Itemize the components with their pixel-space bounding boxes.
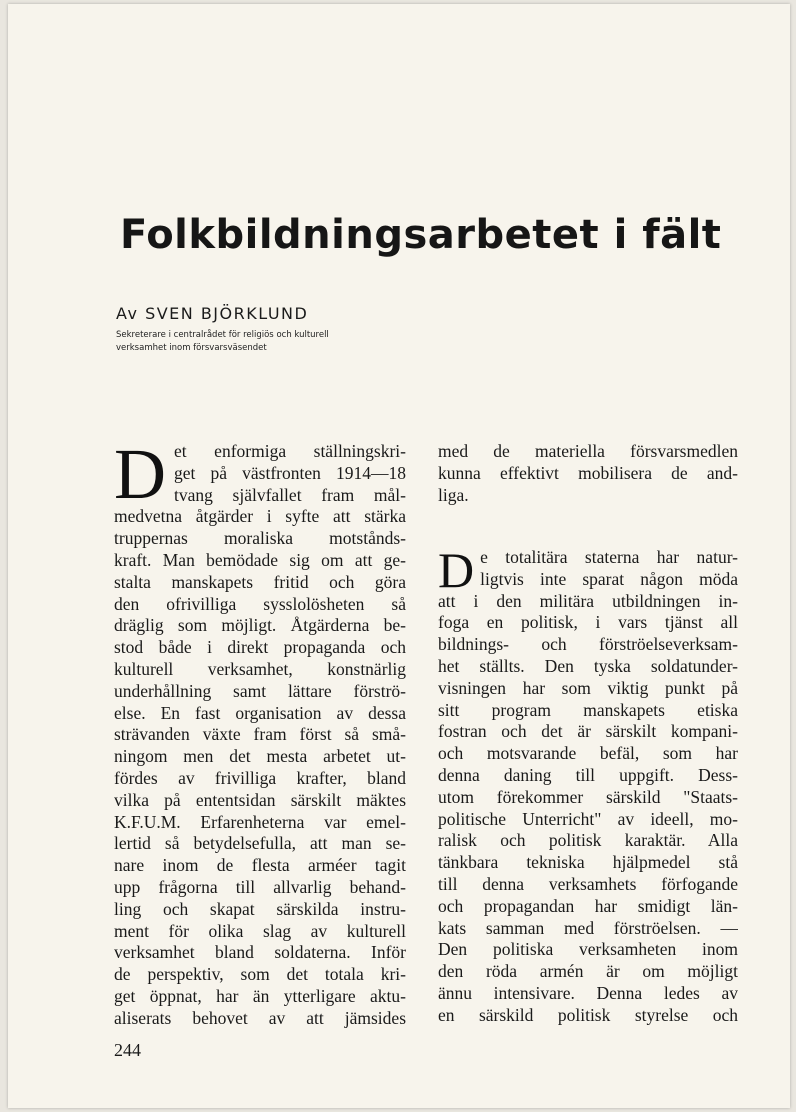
author-byline: Av SVEN BJÖRKLUND — [116, 304, 309, 323]
text-line: ningom men det mesta arbetet ut- — [114, 746, 406, 767]
text-line: och motsvarande befäl, som har — [438, 743, 738, 764]
text-line: en särskild politisk styrelse och — [438, 1004, 738, 1025]
text-line: tvang självfallet fram mål- — [174, 484, 406, 505]
text-line: aliserats behovet av att jämsides — [114, 1007, 406, 1028]
text-line: politische Unterricht" av ideell, mo- — [438, 808, 738, 829]
text-line: ralisk och politisk karaktär. Alla — [438, 830, 738, 851]
right-column-para2 — [438, 542, 738, 1027]
text-line: nare inom de flesta arméer tagit — [114, 855, 406, 876]
page — [8, 4, 790, 1108]
text-line: het ställts. Den tyska soldatunder- — [438, 655, 738, 676]
author-affiliation — [116, 329, 376, 355]
text-line: liga. — [438, 484, 469, 505]
text-line: de perspektiv, som det totala kri- — [114, 964, 406, 985]
text-line: ment för olika slag av kulturell — [114, 920, 406, 941]
text-line: till denna verksamhets förfogande — [438, 873, 738, 894]
text-line: tänkbara tekniska hjälpmedel stå — [438, 852, 738, 873]
text-line: och propagandan har smidigt län- — [438, 895, 738, 916]
text-line: dräglig som möjligt. Åtgärderna be- — [114, 615, 406, 636]
text-line: den ofrivilliga sysslolösheten så — [114, 593, 406, 614]
drop-cap: D — [438, 542, 475, 598]
article-title: Folkbildningsarbetet i fält — [120, 212, 722, 258]
text-line: Den politiska verksamheten inom — [438, 939, 738, 960]
text-line: get öppnat, har än ytterligare aktu- — [114, 985, 406, 1006]
affiliation-line: verksamhet inom försvarsväsendet — [116, 343, 267, 353]
text-line: strävanden växte fram först så små- — [114, 724, 406, 745]
text-line: underhållning samt lättare förströ- — [114, 680, 406, 701]
text-line: else. En fast organisation av dessa — [114, 702, 406, 723]
right-column-text-2 — [438, 542, 738, 1027]
affiliation-line: Sekreterare i centralrådet för religiös och kulturell — [116, 330, 329, 340]
text-line: den röda armén är om möjligt — [438, 961, 738, 982]
text-line: stod både i direkt propaganda och — [114, 637, 406, 658]
left-column — [114, 434, 406, 1030]
text-line: visningen har som viktig punkt på — [438, 677, 738, 698]
text-line: et enformiga ställningskri- — [174, 441, 406, 461]
text-line: get på västfronten 1914—18 — [174, 462, 406, 483]
text-line: med de materiella försvarsmedlen — [438, 441, 738, 461]
text-line: ännu intensivare. Denna ledes av — [438, 982, 738, 1003]
text-line: vilka på ententsidan särskilt mäktes — [114, 789, 406, 810]
text-line: sitt program manskapets etiska — [438, 699, 738, 720]
text-line: medvetna åtgärder i syfte att stärka — [114, 506, 406, 527]
text-line: lertid så betydelsefulla, att man se- — [114, 833, 406, 854]
text-line: utom förekommer särskild "Staats- — [438, 786, 738, 807]
right-column-text-1 — [438, 441, 738, 506]
text-line: kunna effektivt mobilisera de and- — [438, 462, 738, 483]
text-line: ling och skapat särskilda instru- — [114, 898, 406, 919]
text-line: att i den militära utbildningen in- — [438, 590, 738, 611]
right-column-para1 — [438, 441, 738, 506]
text-line: denna daning till uppgift. Dess- — [438, 764, 738, 785]
text-line: foga en politisk, i vars tjänst all — [438, 612, 738, 633]
text-line: K.F.U.M. Erfarenheterna var emel- — [114, 811, 406, 832]
text-line: upp frågorna till allvarlig behand- — [114, 876, 406, 897]
text-line: kulturell verksamhet, konstnärlig — [114, 658, 406, 679]
text-line: e totalitära staterna har natur- — [480, 547, 738, 567]
text-line: truppernas moraliska motstånds- — [114, 528, 406, 549]
left-column-text — [114, 434, 406, 1030]
text-line: ligtvis inte sparat någon möda — [480, 568, 738, 589]
text-line: stalta manskapets fritid och göra — [114, 571, 406, 592]
page-number: 244 — [114, 1040, 141, 1060]
text-line: verksamhet bland soldaterna. Inför — [114, 942, 406, 963]
text-line: fördes av frivilliga krafter, bland — [114, 767, 406, 788]
drop-cap: D — [114, 434, 166, 514]
text-line: fostran och det är särskilt kompani- — [438, 721, 738, 742]
text-line: bildnings- och förströelseverksam- — [438, 634, 738, 655]
text-line: kraft. Man bemödade sig om att ge- — [114, 549, 406, 570]
text-line: kats samman med förströelsen. — — [438, 917, 738, 938]
